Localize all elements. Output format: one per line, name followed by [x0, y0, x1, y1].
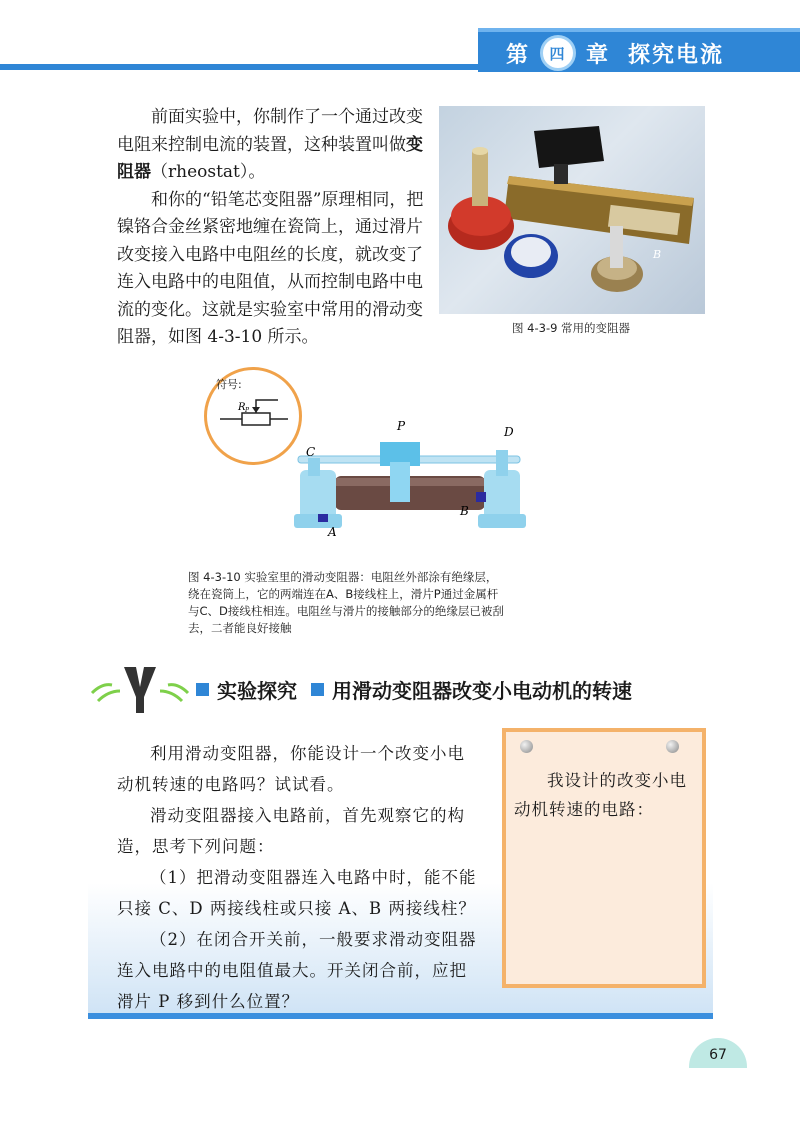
symbol-label: 符号: [216, 378, 242, 391]
activity-text [117, 738, 477, 1017]
section-bullet-icon [196, 683, 209, 696]
chapter-number-badge: 四 [540, 35, 576, 71]
caption-line-3: 与C、D接线柱相连。电阻丝与滑片的接触部分的绝缘层已被刮 [188, 604, 504, 618]
intro-paragraph-1 [117, 104, 427, 187]
pin-icon [520, 740, 533, 753]
symbol-r: R [238, 402, 246, 413]
photo-label-b: B [653, 248, 662, 261]
slide-rheostat-diagram [280, 418, 530, 543]
pin-icon [666, 740, 679, 753]
label-b: B [460, 504, 469, 518]
activity-question-1: （1）把滑动变阻器连入电路中时，能不能只接 C、D 两接线柱或只接 A、B 两接线柱？ [117, 868, 477, 918]
label-c: C [306, 445, 316, 459]
rheostat-photo-illustration [439, 106, 705, 314]
chapter-title: 探究电流 [628, 42, 725, 68]
label-p: P [397, 419, 406, 433]
experiment-icon [88, 663, 192, 715]
right-end-bracket [484, 470, 520, 520]
label-a: A [328, 525, 337, 539]
section-label-1: 实验探究 [217, 679, 297, 703]
note-prompt: 我设计的改变小电动机转速的电路： [514, 771, 687, 819]
note-text [514, 766, 694, 824]
intro-text [117, 104, 427, 352]
chapter-suffix: 章 [586, 42, 611, 68]
page-number: 67 [689, 1038, 747, 1068]
figure-4-3-10-caption [188, 569, 578, 637]
section-heading [196, 675, 632, 704]
left-end-bracket [300, 470, 336, 520]
caption-line-2: 绕在瓷筒上，它的两端连在A、B接线柱上，滑片P通过金属杆 [188, 587, 499, 601]
slider-knob [534, 126, 604, 168]
chapter-heading [506, 35, 724, 71]
chapter-prefix: 第 [506, 42, 531, 68]
terminal-a [318, 514, 328, 522]
section-bullet-icon [311, 683, 324, 696]
intro-p1-a: 前面实验中，你制作了一个通过改变电阻来控制电流的装置，这种装置叫做 [117, 107, 423, 155]
caption-line-4: 去，二者能良好接触 [188, 621, 292, 635]
activity-paragraph-2: 滑动变阻器接入电路前，首先观察它的构造，思考下列问题： [117, 806, 465, 856]
intro-paragraph-2: 和你的“铅笔芯变阻器”原理相同，把镍铬合金丝紧密地缠在瓷筒上，通过滑片改变接入电路中电阻丝的长度，就改变了连入电路中的电阻值，从而控制电路中电流的变化。这就是实验室中常用的滑动变阻器，如图 4-3-10 所示。 [117, 189, 424, 347]
section-label-2: 用滑动变阻器改变小电动机的转速 [332, 679, 632, 703]
term-rheostat: 变阻器 [117, 134, 423, 182]
caption-line-1: 图 4-3-10 实验室里的滑动变阻器：电阻丝外部涂有绝缘层， [188, 570, 498, 584]
intro-p1-b: （rheostat）。 [151, 162, 266, 182]
rheostat-photo [439, 106, 705, 314]
label-d: D [504, 425, 514, 439]
activity-question-2: （2）在闭合开关前，一般要求滑动变阻器连入电路中的电阻值最大。开关闭合前，应把滑片 P 移到什么位置？ [117, 930, 477, 1011]
terminal-b [476, 492, 486, 502]
activity-paragraph-1: 利用滑动变阻器，你能设计一个改变小电动机转速的电路吗？试试看。 [117, 744, 465, 794]
symbol-sub: P [245, 407, 250, 414]
figure-4-3-9-caption: 图 4-3-9 常用的变阻器 [512, 321, 631, 335]
